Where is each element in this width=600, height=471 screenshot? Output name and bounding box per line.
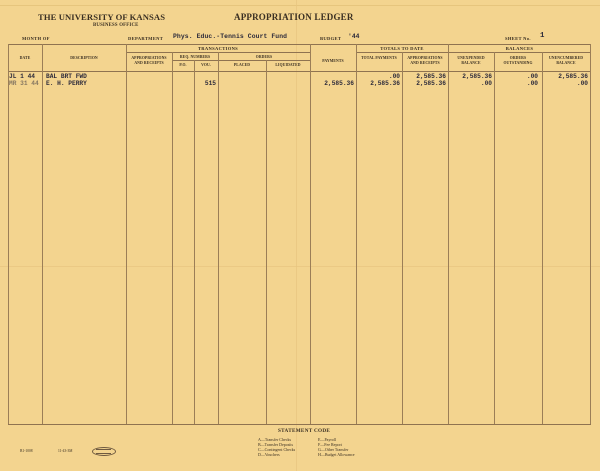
col-rule-1: [42, 44, 43, 424]
date-column-header: DATE: [19, 56, 31, 60]
row-1-approp-receipts: 2,585.36: [416, 73, 446, 80]
budget-label: BUDGET: [320, 36, 342, 41]
row-2-unencumbered: .00: [576, 80, 588, 87]
table-bottom-rule: [8, 424, 591, 425]
row-2-date: MR 31 44: [9, 80, 39, 87]
col-rule-0: [8, 44, 9, 424]
description-column-header: DESCRIPTION: [70, 56, 98, 60]
orders-header: ORDERS: [255, 55, 273, 59]
print-code: 11-43-3M: [58, 449, 73, 453]
vou-column-header: VOU.: [201, 63, 211, 67]
column-header-rule: [8, 71, 591, 72]
ledger-title: APPROPRIATION LEDGER: [234, 12, 354, 22]
col-rule-3: [172, 52, 173, 424]
row-2-unexpended: .00: [480, 80, 492, 87]
unencumbered-column-header: UNENCUMBERED BALANCE: [548, 56, 584, 65]
form-number: B1-1008: [20, 449, 33, 453]
transactions-group-header: TRANSACTIONS: [197, 46, 239, 51]
appropriations-column-header: APPROPRIATIONS AND RECEIPTS: [131, 56, 167, 65]
orders-outstanding-column-header: ORDERS OUTSTANDING: [503, 56, 533, 65]
payments-column-header: PAYMENTS: [322, 59, 344, 63]
university-name: THE UNIVERSITY OF KANSAS: [38, 12, 166, 22]
row-2-description: E. H. PERRY: [46, 80, 87, 87]
sub-group-rule: [172, 60, 310, 61]
balances-rule: [448, 52, 591, 53]
statement-code-item: A—Transfer Checks: [258, 437, 292, 442]
col-rule-8: [356, 44, 357, 424]
row-2-payments: 2,585.36: [324, 80, 354, 87]
sheet-number-label: SHEET No.: [505, 36, 531, 41]
col-rule-13: [590, 44, 591, 424]
col-rule-10: [448, 44, 449, 424]
total-payments-column-header: TOTAL PAYMENTS: [361, 56, 397, 60]
col-rule-12: [542, 52, 543, 424]
statement-code-right-list: [318, 437, 355, 457]
business-office-label: BUSINESS OFFICE: [93, 23, 139, 28]
unexpended-column-header: UNEXPENDED BALANCE: [457, 56, 485, 65]
department-label: DEPARTMENT: [128, 36, 164, 41]
row-1-total-payments: .00: [388, 73, 400, 80]
row-1-description: BAL BRT FWD: [46, 73, 87, 80]
statement-code-item: H—Budget Allowance: [318, 452, 355, 457]
row-2-vou: 515: [204, 80, 216, 87]
union-label-icon: [92, 447, 116, 456]
department-value: Phys. Educ.-Tennis Court Fund: [173, 33, 288, 40]
placed-column-header: PLACED: [233, 63, 251, 67]
col-rule-11: [494, 52, 495, 424]
row-1-unencumbered: 2,585.36: [558, 73, 588, 80]
col-rule-2: [126, 44, 127, 424]
statement-code-item: F—Fee Report: [318, 442, 342, 447]
col-rule-9: [402, 52, 403, 424]
statement-code-item: B—Transfer Deposits: [258, 442, 294, 447]
liquidated-column-header: LIQUIDATED: [275, 63, 301, 67]
budget-value: '44: [348, 33, 360, 40]
col-rule-6: [266, 60, 267, 424]
req-numbers-header: REQ. NUMBERS: [179, 55, 211, 59]
statement-code-item: E—Payroll: [318, 437, 336, 442]
row-2-total-payments: 2,585.36: [370, 80, 400, 87]
row-2-orders-outstanding: .00: [526, 80, 538, 87]
row-2-approp-receipts: 2,585.36: [416, 80, 446, 87]
fold-crease-horizontal: [0, 266, 600, 267]
col-rule-5: [218, 52, 219, 424]
sheet-number-value: 1: [540, 32, 545, 40]
statement-code-title: STATEMENT CODE: [278, 428, 331, 434]
po-column-header: P.O.: [179, 63, 187, 67]
row-1-date: JL 1 44: [9, 73, 35, 80]
statement-code-left-list: [258, 437, 295, 457]
approp-receipts-column-header: APPROPRIATIONS AND RECEIPTS: [407, 56, 443, 65]
row-1-orders-outstanding: .00: [526, 73, 538, 80]
col-rule-4: [194, 60, 195, 424]
statement-code-item: G—Other Transfer: [318, 447, 349, 452]
col-rule-7: [310, 44, 311, 424]
totals-group-header: TOTALS TO DATE: [380, 46, 424, 51]
statement-code-item: D—Vouchers: [258, 452, 280, 457]
month-label: MONTH OF: [22, 36, 50, 41]
row-1-unexpended: 2,585.36: [462, 73, 492, 80]
header-rule-top: [8, 44, 591, 45]
balances-group-header: BALANCES: [505, 46, 534, 51]
statement-code-item: C—Contingent Checks: [258, 447, 296, 452]
